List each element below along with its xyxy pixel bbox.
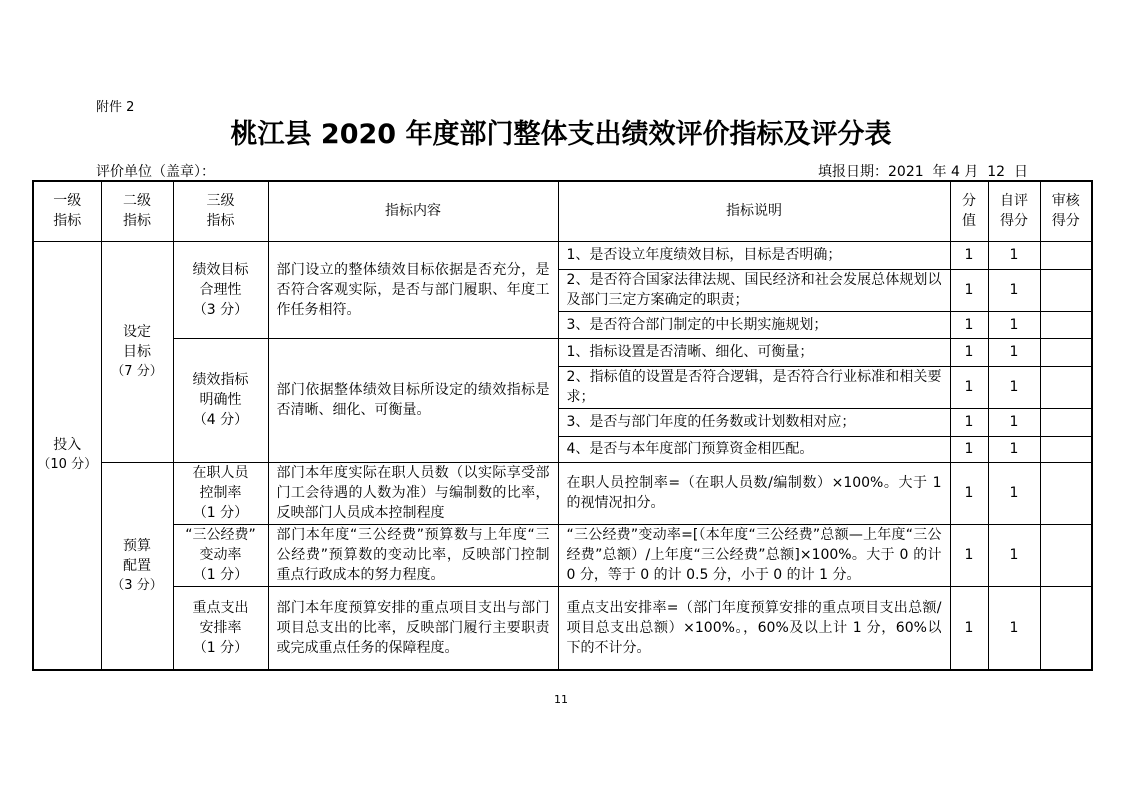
review-score-value bbox=[1040, 241, 1092, 269]
table-header-row bbox=[33, 181, 1092, 241]
indicator-description: 3、是否符合部门制定的中长期实施规划； bbox=[558, 311, 950, 338]
header-content: 指标内容 bbox=[268, 181, 558, 241]
score-value: 1 bbox=[950, 241, 988, 269]
self-score-value: 1 bbox=[988, 462, 1040, 524]
self-score-value: 1 bbox=[988, 436, 1040, 462]
indicator-description: 2、是否符合国家法律法规、国民经济和社会发展总体规划以及部门三定方案确定的职责； bbox=[558, 269, 950, 311]
review-score-value bbox=[1040, 311, 1092, 338]
review-score-value bbox=[1040, 436, 1092, 462]
indicator-content: 部门本年度预算安排的重点项目支出与部门项目总支出的比率，反映部门履行主要职责或完成重点任务的保障程度。 bbox=[268, 586, 558, 670]
level3-cell bbox=[173, 524, 268, 586]
level3-name: 绩效指标 明确性 bbox=[192, 372, 249, 408]
evaluation-unit-label: 评价单位（盖章）： bbox=[96, 164, 215, 180]
self-score-value: 1 bbox=[988, 241, 1040, 269]
header-level3: 三级 指标 bbox=[173, 181, 268, 241]
review-score-value bbox=[1040, 269, 1092, 311]
attachment-label: 附件 2 bbox=[96, 100, 135, 115]
self-score-value: 1 bbox=[988, 269, 1040, 311]
level1-name: 投入 bbox=[53, 437, 82, 454]
review-score-value bbox=[1040, 408, 1092, 436]
self-score-value: 1 bbox=[988, 338, 1040, 366]
header-description: 指标说明 bbox=[558, 181, 950, 241]
header-review-score: 审核 得分 bbox=[1040, 181, 1092, 241]
indicator-description: 重点支出安排率=（部门年度预算安排的重点项目支出总额/项目总支出总额）×100%。，60%及以上计 1 分，60%以下的不计分。 bbox=[558, 586, 950, 670]
page-title: 桃江县 2020 年度部门整体支出绩效评价指标及评分表 bbox=[230, 119, 892, 150]
table-row bbox=[33, 338, 1092, 366]
review-score-value bbox=[1040, 524, 1092, 586]
level3-cell bbox=[173, 462, 268, 524]
level3-name: 绩效目标 合理性 bbox=[192, 261, 249, 298]
level2-points: （3 分） bbox=[111, 577, 163, 593]
level3-name: 在职人员 控制率 bbox=[192, 465, 249, 501]
score-value: 1 bbox=[950, 436, 988, 462]
level2-cell-budget bbox=[101, 462, 173, 670]
indicator-content: 部门本年度实际在职人员数（以实际享受部门工会待遇的人数为准）与编制数的比率，反映部门人员成本控制程度 bbox=[268, 462, 558, 524]
score-value: 1 bbox=[950, 366, 988, 408]
table-row bbox=[33, 524, 1092, 586]
indicator-description: “三公经费”变动率=[（本年度“三公经费”总额—上年度“三公经费”总额）/上年度“三公经费”总额]×100%。大于 0 的计 0 分，等于 0 的计 0.5 分，小于 0 的计 1 分。 bbox=[558, 524, 950, 586]
level3-name: “三公经费” 变动率 bbox=[185, 527, 256, 563]
level2-name: 预算 配置 bbox=[123, 537, 151, 574]
score-value: 1 bbox=[950, 524, 988, 586]
header-self-score: 自评 得分 bbox=[988, 181, 1040, 241]
self-score-value: 1 bbox=[988, 586, 1040, 670]
indicator-description: 1、是否设立年度绩效目标，目标是否明确； bbox=[558, 241, 950, 269]
indicator-content: 部门依据整体绩效目标所设定的绩效指标是否清晰、细化、可衡量。 bbox=[268, 338, 558, 462]
indicator-description: 4、是否与本年度部门预算资金相匹配。 bbox=[558, 436, 950, 462]
score-value: 1 bbox=[950, 338, 988, 366]
review-score-value bbox=[1040, 366, 1092, 408]
score-value: 1 bbox=[950, 408, 988, 436]
table-row bbox=[33, 462, 1092, 524]
page-number: 11 bbox=[554, 693, 568, 706]
level2-name: 设定 目标 bbox=[123, 323, 151, 360]
indicator-description: 3、是否与部门年度的任务数或计划数相对应； bbox=[558, 408, 950, 436]
review-score-value bbox=[1040, 586, 1092, 670]
level2-cell-target bbox=[101, 241, 173, 462]
indicator-content: 部门本年度“三公经费”预算数与上年度“三公经费”预算数的变动比率，反映部门控制重点行政成本的努力程度。 bbox=[268, 524, 558, 586]
indicator-description: 1、指标设置是否清晰、细化、可衡量； bbox=[558, 338, 950, 366]
indicator-content: 部门设立的整体绩效目标依据是否充分，是否符合客观实际，是否与部门履职、年度工作任务相符。 bbox=[268, 241, 558, 338]
level3-cell bbox=[173, 241, 268, 338]
review-score-value bbox=[1040, 462, 1092, 524]
score-value: 1 bbox=[950, 311, 988, 338]
level3-points: （1 分） bbox=[192, 567, 249, 583]
level3-points: （1 分） bbox=[192, 639, 249, 656]
indicator-description: 2、指标值的设置是否符合逻辑，是否符合行业标准和相关要求； bbox=[558, 366, 950, 408]
level3-points: （3 分） bbox=[192, 301, 249, 318]
indicator-description: 在职人员控制率=（在职人员数/编制数）×100%。大于 1 的视情况扣分。 bbox=[558, 462, 950, 524]
level2-points: （7 分） bbox=[111, 363, 163, 379]
evaluation-table bbox=[32, 180, 1093, 671]
header-level2: 二级 指标 bbox=[101, 181, 173, 241]
fill-date-label: 填报日期：2021 年 4 月 12 日 bbox=[818, 164, 1028, 180]
score-value: 1 bbox=[950, 462, 988, 524]
self-score-value: 1 bbox=[988, 524, 1040, 586]
review-score-value bbox=[1040, 338, 1092, 366]
level1-points: （10 分） bbox=[37, 457, 98, 473]
score-value: 1 bbox=[950, 269, 988, 311]
self-score-value: 1 bbox=[988, 408, 1040, 436]
level3-points: （4 分） bbox=[192, 412, 249, 428]
self-score-value: 1 bbox=[988, 366, 1040, 408]
level3-cell bbox=[173, 338, 268, 462]
score-value: 1 bbox=[950, 586, 988, 670]
level3-cell bbox=[173, 586, 268, 670]
level1-cell bbox=[33, 241, 101, 670]
header-score: 分 值 bbox=[950, 181, 988, 241]
self-score-value: 1 bbox=[988, 311, 1040, 338]
header-level1: 一级 指标 bbox=[33, 181, 101, 241]
table-row bbox=[33, 586, 1092, 670]
level3-name: 重点支出 安排率 bbox=[192, 599, 249, 636]
table-row bbox=[33, 241, 1092, 269]
level3-points: （1 分） bbox=[192, 505, 249, 521]
